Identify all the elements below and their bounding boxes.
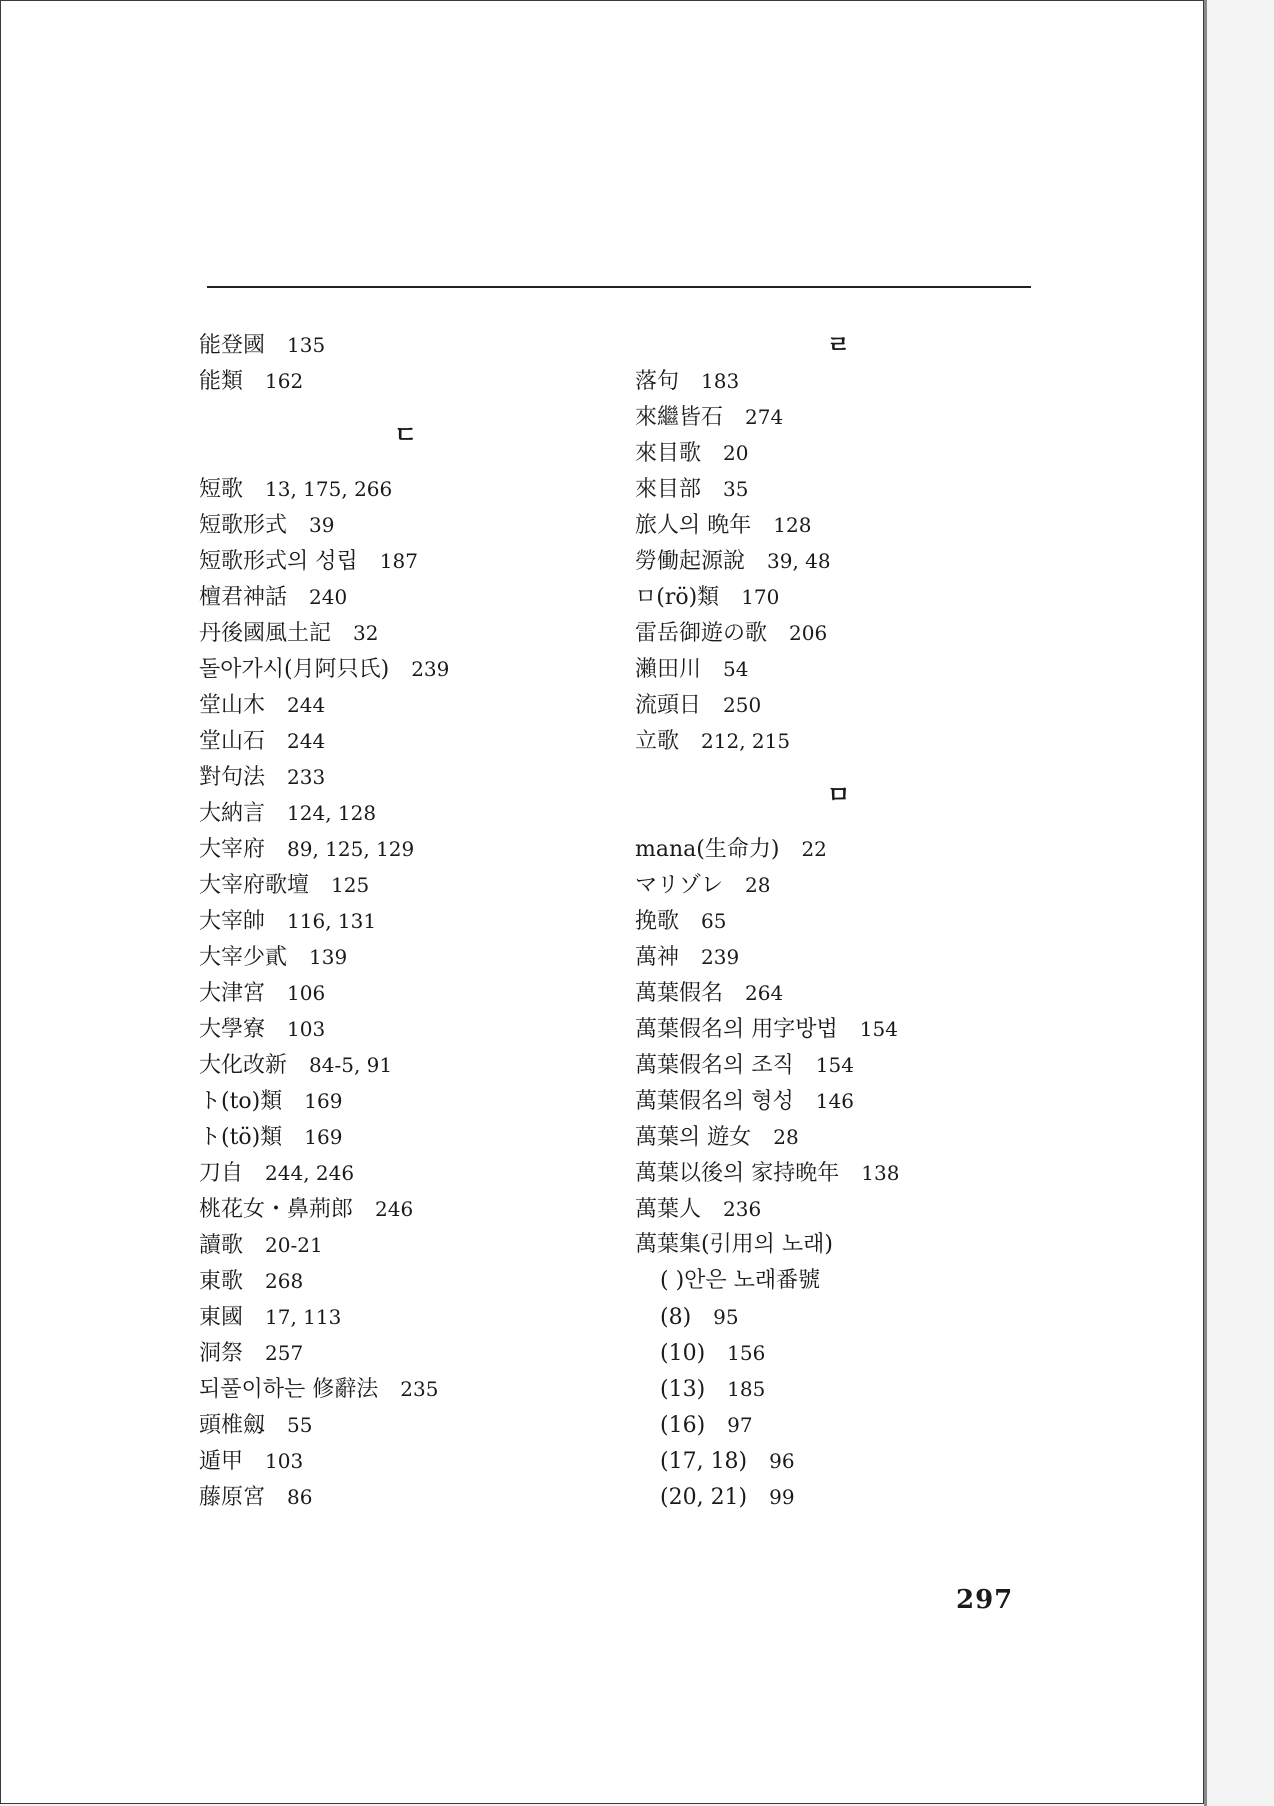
index-term: 萬葉以後의 家持晩年 (635, 1161, 840, 1186)
index-column-right (635, 327, 975, 1515)
index-term: 大宰府 (199, 837, 266, 862)
index-entry (199, 1371, 559, 1407)
index-term: 勞働起源說 (635, 549, 746, 574)
index-entry (635, 1011, 975, 1047)
index-term: 堂山石 (199, 729, 266, 754)
index-entry (199, 651, 559, 687)
index-term: マリゾレ (635, 873, 724, 898)
index-term: (10) (660, 1341, 706, 1366)
index-term: 立歌 (635, 729, 680, 754)
index-pages: 135 (287, 333, 326, 357)
index-entry (199, 1299, 559, 1335)
index-pages: 39 (309, 513, 335, 537)
index-term: 大納言 (199, 801, 266, 826)
index-pages: 20 (723, 441, 749, 465)
index-column-left (199, 327, 559, 1515)
index-entry (199, 1191, 559, 1227)
index-pages: 274 (745, 405, 784, 429)
index-pages: 212, 215 (701, 729, 791, 753)
index-pages: 154 (815, 1053, 854, 1077)
index-term: 되풀이하는 修辭法 (199, 1377, 379, 1402)
index-pages: 128 (773, 513, 812, 537)
index-pages: 169 (304, 1089, 343, 1113)
index-pages: 156 (727, 1341, 766, 1365)
index-pages: 268 (265, 1269, 304, 1293)
index-entry (199, 615, 559, 651)
index-pages: 250 (723, 693, 762, 717)
index-pages: 146 (815, 1089, 854, 1113)
index-term: 大化改新 (199, 1053, 288, 1078)
index-pages: 20-21 (265, 1233, 323, 1257)
index-pages: 235 (400, 1377, 439, 1401)
index-pages: 17, 113 (265, 1305, 342, 1329)
index-term: 瀨田川 (635, 657, 702, 682)
index-entry (199, 1263, 559, 1299)
index-term: 藤原宮 (199, 1485, 266, 1510)
index-entry (199, 687, 559, 723)
index-pages: 106 (287, 981, 326, 1005)
index-entry (199, 1443, 559, 1479)
index-term: ト(to)類 (199, 1089, 283, 1114)
index-entry (635, 1299, 975, 1335)
index-pages: 116, 131 (287, 909, 377, 933)
index-term: 萬葉假名 (635, 981, 724, 1006)
index-pages: 154 (859, 1017, 898, 1041)
index-pages: 185 (727, 1377, 766, 1401)
index-entry (199, 1011, 559, 1047)
page-edge (1204, 0, 1207, 1806)
index-pages: 239 (701, 945, 740, 969)
index-term: 遁甲 (199, 1449, 244, 1474)
index-term: 桃花女・鼻荊郎 (199, 1197, 354, 1222)
index-pages: 236 (723, 1197, 762, 1221)
index-pages: 103 (287, 1017, 326, 1041)
index-pages: 244 (287, 693, 326, 717)
index-term: 東國 (199, 1305, 244, 1330)
index-pages: 32 (353, 621, 379, 645)
index-pages: 54 (723, 657, 749, 681)
index-pages: 13, 175, 266 (265, 477, 393, 501)
index-entry (635, 903, 975, 939)
index-entry (199, 363, 559, 399)
index-pages: 257 (265, 1341, 304, 1365)
index-pages: 86 (287, 1485, 313, 1509)
index-term: 大津宮 (199, 981, 266, 1006)
index-entry (199, 327, 559, 363)
index-term: 挽歌 (635, 909, 680, 934)
index-term: ( )안은 노래番號 (660, 1268, 821, 1293)
index-term: 大宰府歌壇 (199, 873, 310, 898)
section-heading: ㄷ (394, 420, 418, 449)
index-term: 萬葉假名의 형성 (635, 1089, 794, 1114)
index-term: 萬葉의 遊女 (635, 1125, 752, 1150)
index-entry (635, 615, 975, 651)
index-term: 短歌 (199, 477, 244, 502)
index-pages: 246 (375, 1197, 414, 1221)
index-pages: 244 (287, 729, 326, 753)
index-pages: 239 (411, 657, 450, 681)
index-term: 短歌形式의 성립 (199, 549, 358, 574)
index-pages: 244, 246 (265, 1161, 355, 1185)
index-pages: 99 (769, 1485, 795, 1509)
index-entry (199, 1227, 559, 1263)
section-heading: ㅁ (827, 780, 851, 809)
index-term: (20, 21) (660, 1485, 748, 1510)
index-pages: 39, 48 (767, 549, 831, 573)
index-pages: 138 (861, 1161, 900, 1185)
index-term: 能登國 (199, 333, 266, 358)
index-entry (635, 1443, 975, 1479)
index-entry (199, 1119, 559, 1155)
index-pages: 233 (287, 765, 326, 789)
index-term: 能類 (199, 369, 244, 394)
index-term: 對句法 (199, 765, 266, 790)
index-pages: 28 (745, 873, 771, 897)
index-pages: 240 (309, 585, 348, 609)
index-term: 大宰少貳 (199, 945, 288, 970)
index-term: 來目部 (635, 477, 702, 502)
index-term: 萬葉假名의 用字방법 (635, 1017, 838, 1042)
index-entry (635, 1083, 975, 1119)
index-entry (199, 1407, 559, 1443)
index-pages: 139 (309, 945, 348, 969)
section-heading: ㄹ (827, 330, 851, 359)
index-term: (8) (660, 1305, 692, 1330)
index-entry (635, 1407, 975, 1443)
index-entry (199, 1479, 559, 1515)
index-term: 돌아가시(月阿只氏) (199, 657, 390, 682)
index-term: 來繼皆石 (635, 405, 724, 430)
index-entry (635, 399, 975, 435)
index-term: 刀自 (199, 1161, 244, 1186)
index-entry (635, 1047, 975, 1083)
index-term: 檀君神話 (199, 585, 288, 610)
index-entry (635, 687, 975, 723)
index-entry (199, 795, 559, 831)
index-entry (635, 471, 975, 507)
index-entry (199, 903, 559, 939)
index-term: 大宰帥 (199, 909, 266, 934)
index-entry (199, 867, 559, 903)
index-term: 大學寮 (199, 1017, 266, 1042)
index-entry (199, 1047, 559, 1083)
index-term: 萬神 (635, 945, 680, 970)
index-entry (635, 579, 975, 615)
index-entry (635, 1119, 975, 1155)
index-entry (199, 1155, 559, 1191)
index-term: 來目歌 (635, 441, 702, 466)
index-term: 萬葉人 (635, 1197, 702, 1222)
index-pages: 162 (265, 369, 304, 393)
header-rule (207, 286, 1031, 288)
index-pages: 95 (713, 1305, 739, 1329)
index-entry (199, 831, 559, 867)
index-pages: 22 (801, 837, 827, 861)
index-entry (635, 723, 975, 759)
index-term: 旅人의 晩年 (635, 513, 752, 538)
index-pages: 84-5, 91 (309, 1053, 393, 1077)
index-entry (635, 651, 975, 687)
index-entry (199, 579, 559, 615)
index-entry (199, 1335, 559, 1371)
index-term: 洞祭 (199, 1341, 244, 1366)
index-entry (635, 435, 975, 471)
index-term: ㅁ(rö)類 (635, 585, 720, 610)
index-entry (635, 831, 975, 867)
index-term: 萬葉假名의 조직 (635, 1053, 794, 1078)
index-term: mana(生命力) (635, 837, 780, 862)
index-entry (199, 759, 559, 795)
index-pages: 103 (265, 1449, 304, 1473)
index-entry (199, 939, 559, 975)
index-entry (199, 975, 559, 1011)
page-number: 297 (956, 1585, 1014, 1615)
index-entry (635, 1155, 975, 1191)
index-term: 頭椎劔 (199, 1413, 266, 1438)
index-term: (13) (660, 1377, 706, 1402)
index-entry (635, 1263, 975, 1299)
index-entry (199, 471, 559, 507)
index-term: 雷岳御遊の歌 (635, 621, 768, 646)
index-entry (635, 363, 975, 399)
index-term: 東歌 (199, 1269, 244, 1294)
index-pages: 187 (379, 549, 418, 573)
index-term: (16) (660, 1413, 706, 1438)
index-entry (635, 1335, 975, 1371)
index-entry (635, 1479, 975, 1515)
index-entry (635, 867, 975, 903)
index-entry (199, 1083, 559, 1119)
index-entry (635, 507, 975, 543)
index-entry (199, 507, 559, 543)
index-entry (635, 1191, 975, 1227)
index-term: 短歌形式 (199, 513, 288, 538)
index-pages: 96 (769, 1449, 795, 1473)
index-term: 萬葉集(引用의 노래) (635, 1232, 833, 1257)
index-pages: 89, 125, 129 (287, 837, 415, 861)
index-pages: 169 (304, 1125, 343, 1149)
index-pages: 183 (701, 369, 740, 393)
index-term: 落句 (635, 369, 680, 394)
index-term: 堂山木 (199, 693, 266, 718)
index-pages: 124, 128 (287, 801, 377, 825)
index-pages: 206 (789, 621, 828, 645)
index-pages: 28 (773, 1125, 799, 1149)
index-pages: 264 (745, 981, 784, 1005)
index-term: 流頭日 (635, 693, 702, 718)
index-entry (199, 723, 559, 759)
index-pages: 35 (723, 477, 749, 501)
index-pages: 55 (287, 1413, 313, 1437)
index-pages: 65 (701, 909, 727, 933)
index-pages: 170 (741, 585, 780, 609)
index-term: (17, 18) (660, 1449, 748, 1474)
index-entry (199, 543, 559, 579)
index-term: ト(tö)類 (199, 1125, 283, 1150)
index-entry (635, 1227, 975, 1263)
index-entry (635, 939, 975, 975)
index-pages: 97 (727, 1413, 753, 1437)
index-entry (635, 1371, 975, 1407)
index-pages: 125 (331, 873, 370, 897)
index-term: 丹後國風土記 (199, 621, 332, 646)
index-entry (635, 543, 975, 579)
index-term: 讀歌 (199, 1233, 244, 1258)
index-entry (635, 975, 975, 1011)
